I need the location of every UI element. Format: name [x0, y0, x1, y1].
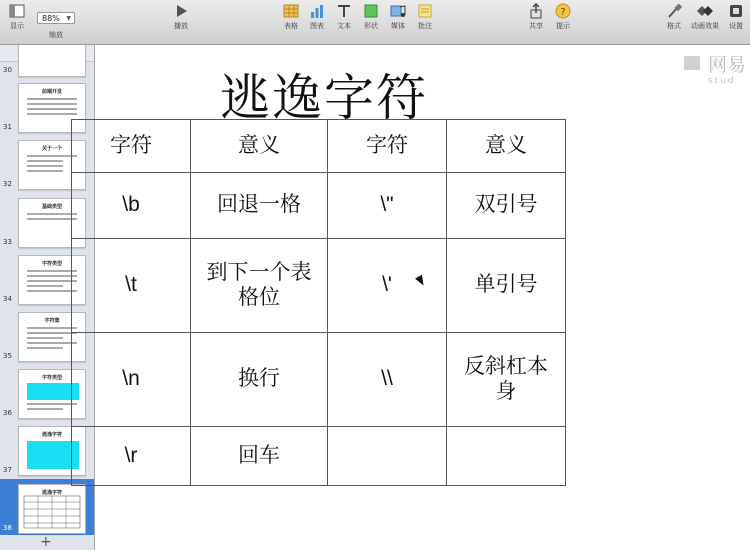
- chart-button[interactable]: [307, 3, 327, 31]
- table-row: [72, 173, 566, 239]
- play-label: 播放: [174, 22, 188, 30]
- slide-thumb-title: 前端开发: [41, 89, 62, 95]
- play-icon: [173, 3, 189, 19]
- escape-char-table[interactable]: [71, 119, 566, 486]
- share-icon: [528, 3, 544, 19]
- table-cell[interactable]: [447, 427, 566, 486]
- media-label: 媒体: [391, 22, 405, 30]
- table-row: [72, 333, 566, 427]
- table-header-cell[interactable]: 意义: [447, 120, 566, 173]
- slide-thumb-title: 字符类型: [41, 375, 62, 381]
- media-icon: [390, 3, 406, 19]
- comment-icon: [417, 3, 433, 19]
- table-cell[interactable]: \r: [72, 427, 191, 486]
- format-button[interactable]: [664, 3, 684, 31]
- question-icon: [555, 3, 571, 19]
- table-cell[interactable]: 换行: [191, 333, 328, 427]
- slide-number: 38: [3, 524, 12, 532]
- slide-number: 30: [3, 66, 12, 74]
- zoom-value: 88%: [42, 14, 60, 23]
- toolbar: [0, 0, 750, 45]
- setup-icon: [728, 3, 744, 19]
- slide-thumb-title: 字符类型: [41, 261, 62, 267]
- table-cell[interactable]: [328, 427, 447, 486]
- slide-thumb-title: 字符集: [44, 318, 60, 324]
- slide-number: 32: [3, 180, 12, 188]
- slide-number: 36: [3, 409, 12, 417]
- slide-thumb-title: 基础类型: [41, 204, 62, 210]
- chart-label: 图表: [310, 22, 324, 30]
- watermark-logo: [684, 52, 750, 92]
- animate-label: 动画效果: [691, 22, 719, 30]
- comment-button[interactable]: [415, 3, 435, 31]
- brush-icon: [666, 3, 682, 19]
- table-row: [72, 427, 566, 486]
- table-header-cell[interactable]: 字符: [72, 120, 191, 173]
- add-slide-icon[interactable]: +: [40, 534, 52, 550]
- watermark-box-icon: [684, 56, 700, 70]
- animate-icon: [697, 3, 713, 19]
- setup-label: 设置: [729, 22, 743, 30]
- zoom-select[interactable]: [37, 12, 75, 24]
- table-header-cell[interactable]: 字符: [328, 120, 447, 173]
- table-cell[interactable]: \n: [72, 333, 191, 427]
- table-cell[interactable]: \\: [328, 333, 447, 427]
- sidebar-view-icon: [9, 3, 25, 19]
- slide-thumb-30[interactable]: [0, 47, 94, 77]
- play-button[interactable]: [170, 3, 192, 31]
- shape-label: 形状: [364, 22, 378, 30]
- table-cell[interactable]: 反斜杠本身: [447, 333, 566, 427]
- mini-table-graphic: [20, 495, 84, 531]
- share-label: 共享: [529, 22, 543, 30]
- table-header-row: [72, 120, 566, 173]
- animate-button[interactable]: [688, 3, 722, 31]
- chart-icon: [309, 3, 325, 19]
- slide-number: 34: [3, 295, 12, 303]
- view-label: 显示: [10, 22, 24, 30]
- tips-label: 提示: [556, 22, 570, 30]
- table-cell[interactable]: 双引号: [447, 173, 566, 239]
- table-header-cell[interactable]: 意义: [191, 120, 328, 173]
- slide-number: 37: [3, 466, 12, 474]
- text-label: 文本: [337, 22, 351, 30]
- slide-thumb-title: 逃逸字符: [41, 490, 62, 496]
- slide-number: 31: [3, 123, 12, 131]
- slide-thumb-title: 关于一个: [41, 146, 62, 152]
- table-cell[interactable]: \": [328, 173, 447, 239]
- table-cell[interactable]: 回车: [191, 427, 328, 486]
- table-icon: [283, 3, 299, 19]
- table-cell[interactable]: \': [328, 239, 447, 333]
- table-row: [72, 239, 566, 333]
- watermark-subtitle: stud: [708, 76, 736, 86]
- zoom-label: [45, 30, 67, 40]
- slide-thumb-image: [18, 45, 86, 77]
- format-label: 格式: [667, 22, 681, 30]
- slide-title[interactable]: 逃逸字符: [220, 69, 428, 127]
- table-button[interactable]: [281, 3, 301, 31]
- table-cell[interactable]: \b: [72, 173, 191, 239]
- shape-icon: [363, 3, 379, 19]
- table-cell[interactable]: 单引号: [447, 239, 566, 333]
- table-cell[interactable]: 到下一个表格位: [191, 239, 328, 333]
- chevron-down-icon: ▼: [66, 15, 71, 22]
- share-button[interactable]: [526, 3, 546, 31]
- slide-thumb-38-selected[interactable]: [0, 479, 94, 535]
- slide-number: 33: [3, 238, 12, 246]
- text-button[interactable]: [334, 3, 354, 31]
- slide-thumb-title: 逃逸字符: [41, 432, 62, 438]
- table-cell[interactable]: 回退一格: [191, 173, 328, 239]
- shape-button[interactable]: [361, 3, 381, 31]
- media-button[interactable]: [388, 3, 408, 31]
- watermark-title: 网易: [708, 54, 747, 76]
- tips-button[interactable]: [553, 3, 573, 31]
- table-cell[interactable]: \t: [72, 239, 191, 333]
- text-icon: [336, 3, 352, 19]
- comment-label: 批注: [418, 22, 432, 30]
- view-button[interactable]: [6, 3, 28, 31]
- svg-text:?: ?: [560, 7, 566, 18]
- zoom-label-text: 缩放: [49, 31, 63, 39]
- setup-button[interactable]: [726, 3, 746, 31]
- table-label: 表格: [284, 22, 298, 30]
- slide-thumb-image: [18, 484, 86, 534]
- slide-number: 35: [3, 352, 12, 360]
